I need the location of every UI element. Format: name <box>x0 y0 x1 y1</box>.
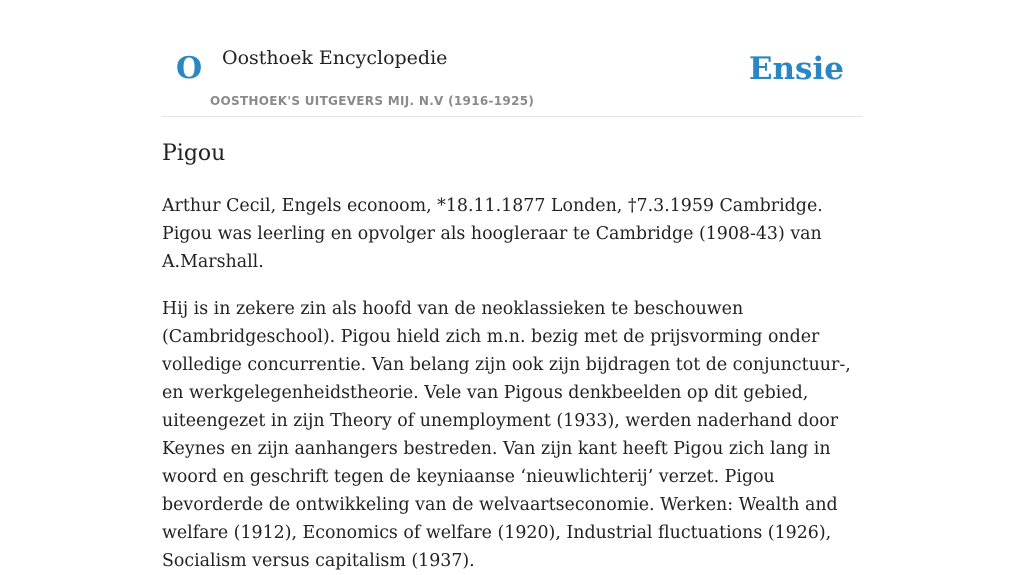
entry-content <box>162 136 862 575</box>
source-letter-badge: O <box>176 51 203 86</box>
ensie-logo[interactable]: Ensie <box>748 51 844 87</box>
publisher-label: OOSTHOEK'S UITGEVERS MIJ. N.V (1916-1925) <box>210 94 535 108</box>
entry-paragraph-2: Hij is in zekere zin als hoofd van de neoklassieken te beschouwen (Cambridgeschool). Pigou hield zich m.n. bezig met de prijsvorming onder volledige concurrentie. Van belang zijn ook zijn bijdragen tot de conjunctuur-, en werkgelegenheidstheorie. Vele van Pigous denkbeelden op dit gebied, uiteengezet in zijn Theory of unemployment (1933), werden naderhand door Keynes en zijn aanhangers bestreden. Van zijn kant heeft Pigou zich lang in woord en geschrift tegen de keyniaanse ‘nieuwlichterij’ verzet. Pigou bevorderde de ontwikkeling van de welvaartseconomie. Werken: Wealth and welfare (1912), Economics of welfare (1920), Industrial fluctuations (1926), Socialism versus capitalism (1937). <box>162 299 851 571</box>
source-title-link[interactable]: Oosthoek Encyclopedie <box>222 47 448 69</box>
entry-title: Pigou <box>162 141 226 166</box>
source-header <box>162 0 862 117</box>
entry-paragraph-1: Arthur Cecil, Engels econoom, *18.11.1877 Londen, †7.3.1959 Cambridge. Pigou was leerling en opvolger als hoogleraar te Cambridge (1908-43) van A.Marshall. <box>162 196 823 272</box>
